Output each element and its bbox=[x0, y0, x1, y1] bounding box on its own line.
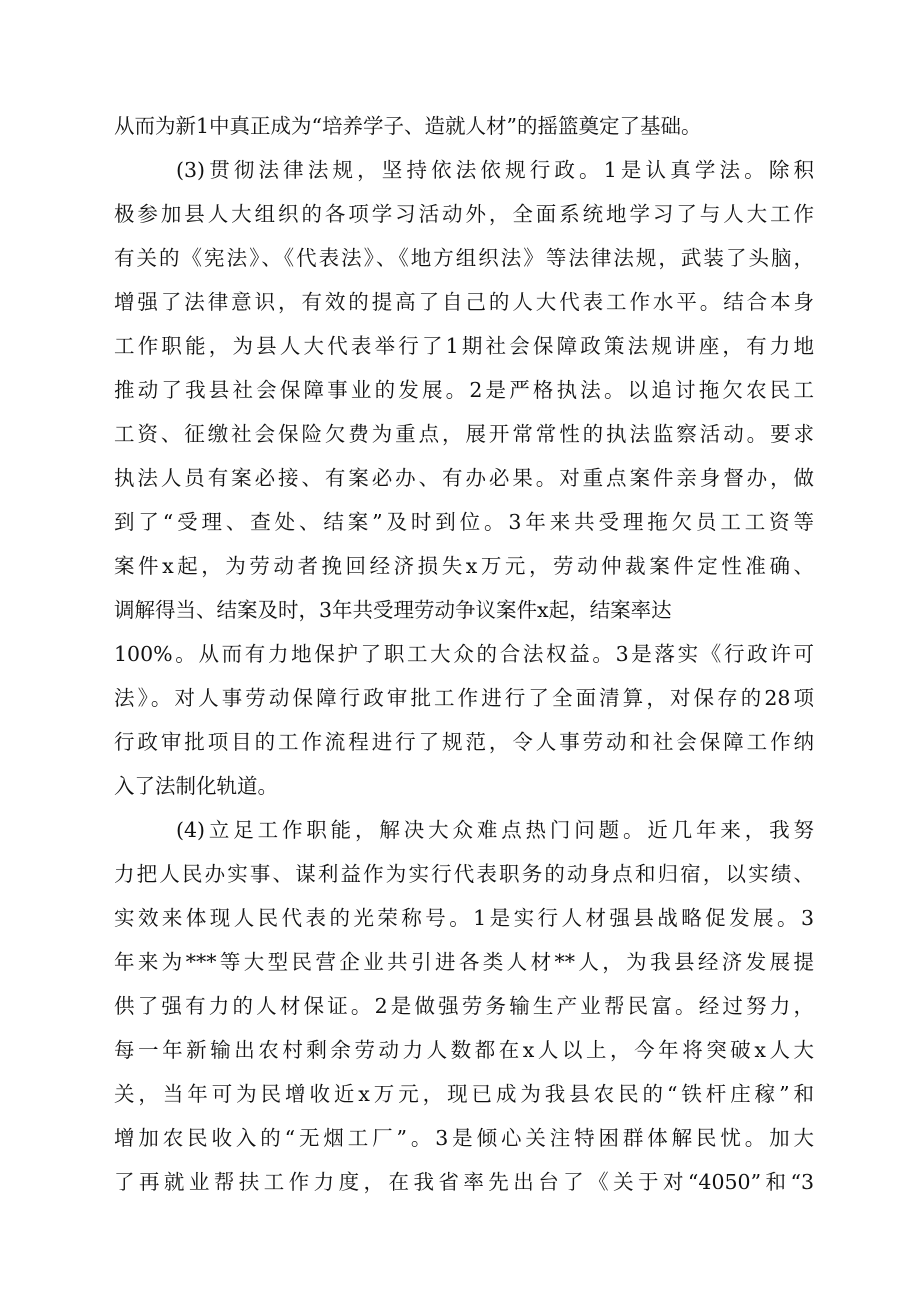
text-line: 100%。从而有力地保护了职工大众的合法权益。3是落实《行政许可 bbox=[114, 642, 814, 666]
text-line: 实效来体现人民代表的光荣称号。1是实行人材强县战略促发展。3 bbox=[114, 906, 814, 930]
text-line: 增强了法律意识，有效的提高了自己的人大代表工作水平。结合本身 bbox=[114, 290, 814, 314]
text-line: 每一年新输出农村剩余劳动力人数都在x人以上，今年将突破x人大 bbox=[114, 1038, 814, 1062]
text-line: 从而为新1中真正成为“培养学子、造就人材”的摇篮奠定了基础。 bbox=[114, 114, 702, 138]
text-line: 行政审批项目的工作流程进行了规范，令人事劳动和社会保障工作纳 bbox=[114, 730, 814, 754]
paragraph-end-line: 入了法制化轨道。 bbox=[114, 774, 278, 798]
text-line: 工资、征缴社会保险欠费为重点，展开常常性的执法监察活动。要求 bbox=[114, 422, 814, 446]
text-line: 关，当年可为民增收近x万元，现已成为我县农民的“铁杆庄稼”和 bbox=[114, 1082, 814, 1106]
text-line: 有关的《宪法》、《代表法》、《地方组织法》等法律法规，武装了头脑， bbox=[114, 246, 814, 270]
text-line: 法》。对人事劳动保障行政审批工作进行了全面清算，对保存的28项 bbox=[114, 686, 814, 710]
text-line: 力把人民办实事、谋利益作为实行代表职务的动身点和归宿，以实绩、 bbox=[114, 862, 814, 886]
text-line: 案件x起，为劳动者挽回经济损失x万元，劳动仲裁案件定性准确、 bbox=[114, 554, 814, 578]
text-line: 增加农民收入的“无烟工厂”。3是倾心关注特困群体解民忧。加大 bbox=[114, 1126, 814, 1150]
text-line: 执法人员有案必接、有案必办、有办必果。对重点案件亲身督办，做 bbox=[114, 466, 814, 490]
text-line: 到了“受理、查处、结案”及时到位。3年来共受理拖欠员工工资等 bbox=[114, 510, 814, 534]
text-line: 调解得当、结案及时，3年共受理劳动争议案件x起，结案率达 bbox=[114, 598, 672, 622]
text-line: 年来为***等大型民营企业共引进各类人材**人，为我县经济发展提 bbox=[114, 950, 814, 974]
text-line: 了再就业帮扶工作力度，在我省率先出台了《关于对“4050”和“3 bbox=[114, 1170, 814, 1194]
text-line: 推动了我县社会保障事业的发展。2是严格执法。以追讨拖欠农民工 bbox=[114, 378, 814, 402]
text-line: 极参加县人大组织的各项学习活动外，全面系统地学习了与人大工作 bbox=[114, 202, 814, 226]
paragraph-start-line: (3)贯彻法律法规，坚持依法依规行政。1是认真学法。除积 bbox=[176, 158, 814, 182]
text-line: 供了强有力的人材保证。2是做强劳务输生产业帮民富。经过努力， bbox=[114, 994, 814, 1018]
paragraph-start-line: (4)立足工作职能，解决大众难点热门问题。近几年来，我努 bbox=[176, 818, 814, 842]
text-line: 工作职能，为县人大代表举行了1期社会保障政策法规讲座，有力地 bbox=[114, 334, 814, 358]
